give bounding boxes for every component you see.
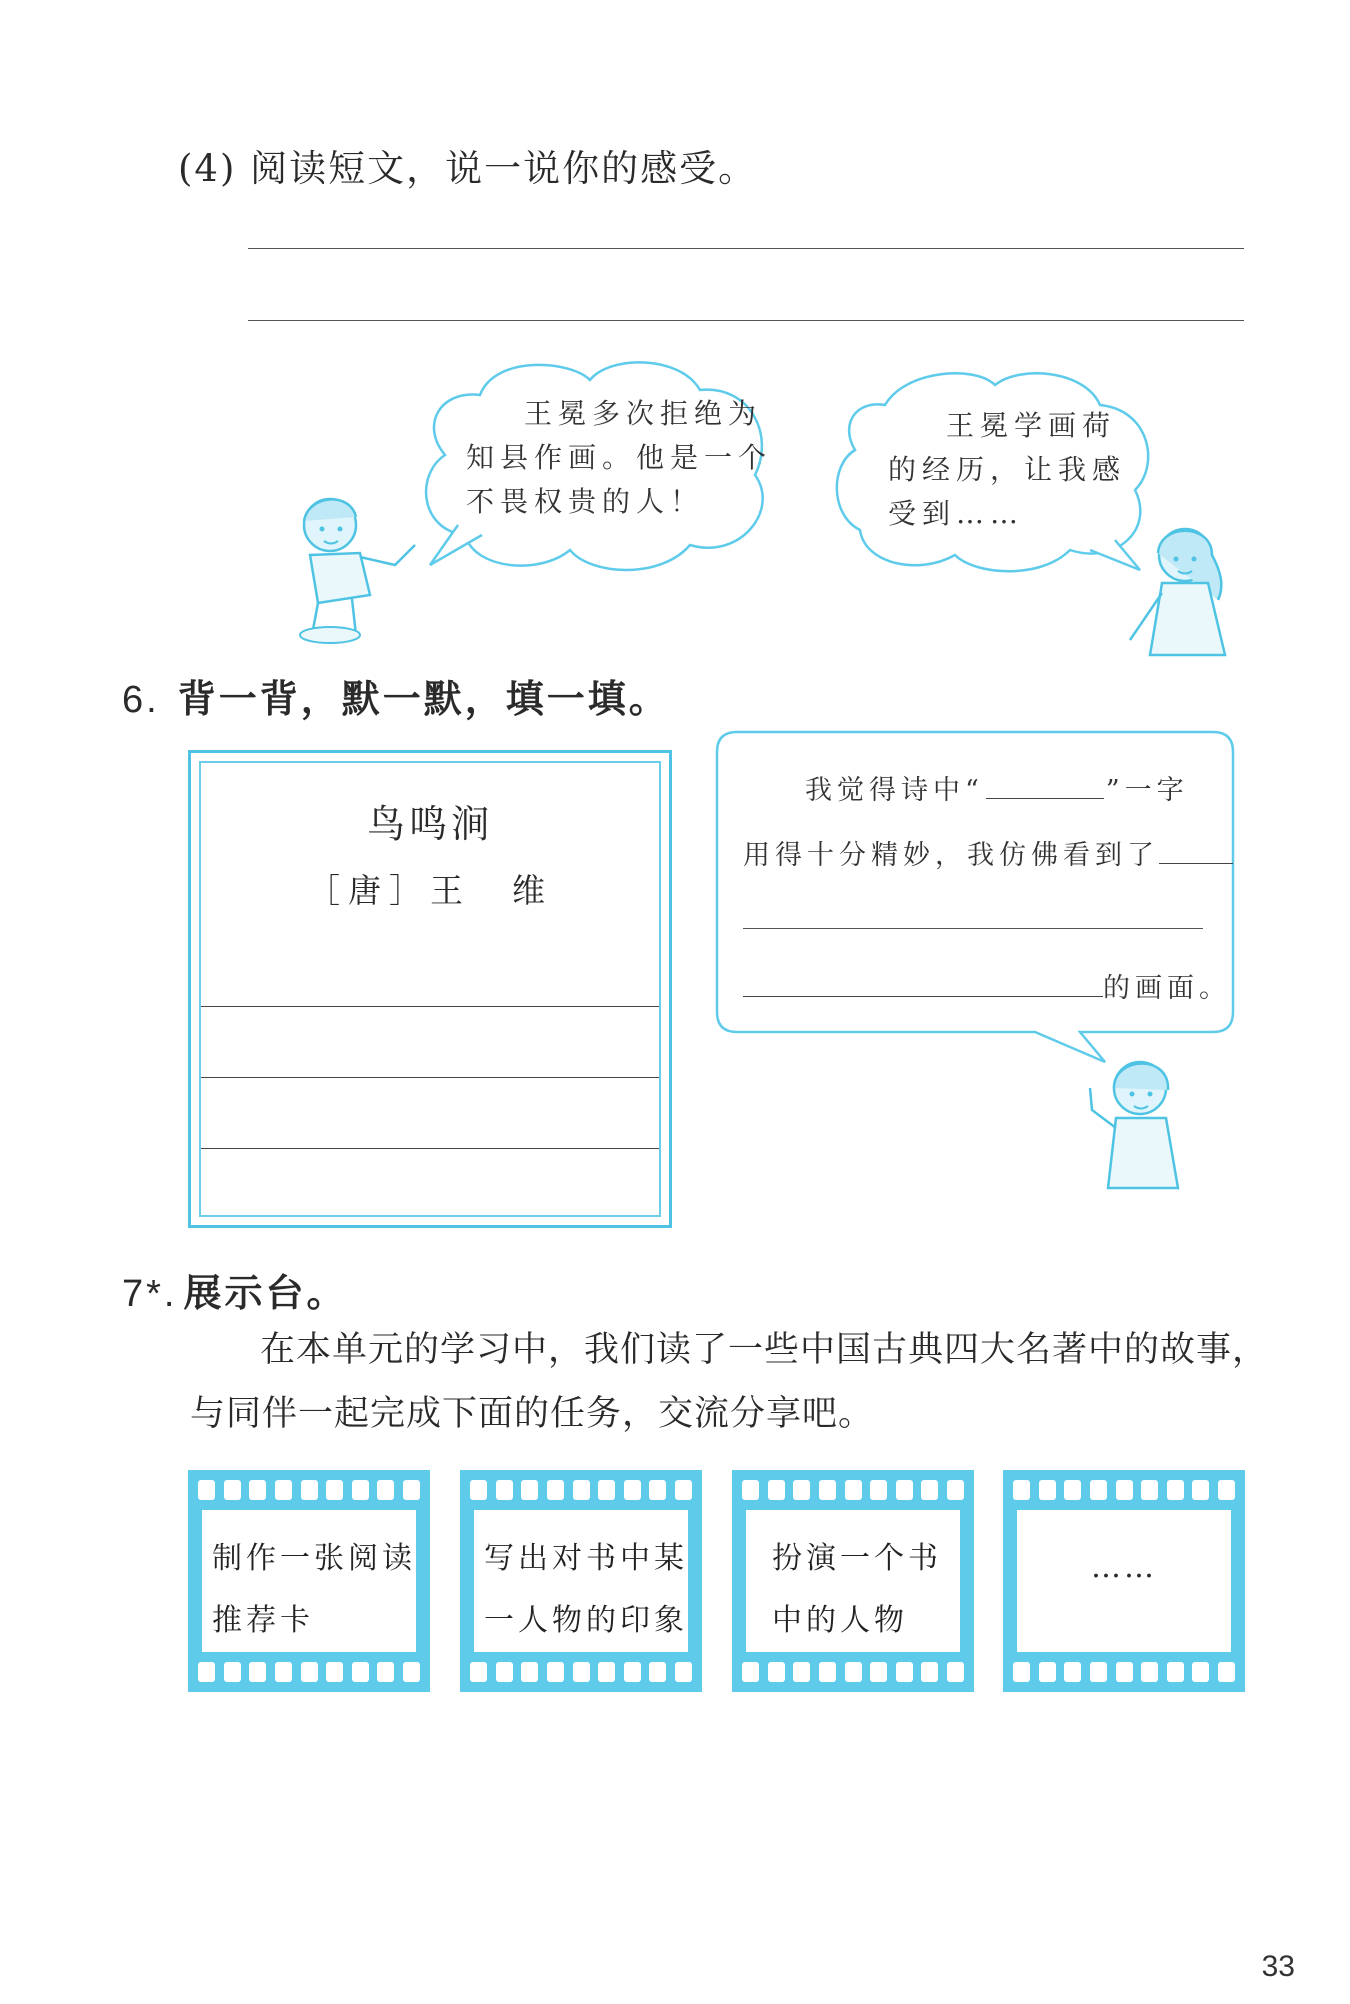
scene-answer-line[interactable] [743, 928, 1203, 929]
poem-answer-line[interactable] [201, 1148, 659, 1149]
task-card[interactable] [188, 1470, 430, 1692]
bubble-right-line: 受到…… [888, 497, 1025, 530]
speech-line-2 [743, 833, 1233, 872]
poem-answer-line[interactable] [201, 1077, 659, 1078]
task-card-frame [1017, 1510, 1231, 1652]
task-text: 写出对书中某 一人物的印象 [484, 1541, 688, 1638]
scene-blank[interactable] [743, 996, 1103, 997]
intro-paragraph [190, 1318, 1268, 1446]
task-ellipsis: …… [1091, 1550, 1157, 1585]
task-card[interactable] [732, 1470, 974, 1692]
poem-title: 鸟鸣涧 [366, 802, 493, 846]
boy-illustration [290, 485, 440, 645]
task-card-frame [474, 1510, 688, 1652]
section-6-title: 背一背，默一默，填一填。 [177, 676, 670, 721]
scene-blank[interactable] [1159, 863, 1233, 864]
bubble-right-line: 的经历，让我感 [888, 453, 1127, 486]
section-6-heading [122, 668, 670, 723]
bubble-left-line: 王冕多次拒绝为 [524, 397, 763, 430]
speech-line-1 [805, 768, 1189, 807]
task-text: 制作一张阅读 推荐卡 [212, 1541, 416, 1638]
intro-line: 在本单元的学习中，我们读了一些中国古典四大名著中的故事， [260, 1330, 1269, 1370]
girl-illustration [1120, 515, 1245, 675]
intro-line: 与同伴一起完成下面的任务，交流分享吧。 [190, 1394, 875, 1434]
girl-illustration-2 [1080, 1048, 1210, 1198]
section-7-number: 7*. [122, 1273, 178, 1315]
section-7-title: 展示台。 [183, 1270, 348, 1315]
bubble-right-line: 王冕学画荷 [946, 409, 1117, 442]
poem-answer-line[interactable] [201, 1006, 659, 1007]
speech-text: 的画面。 [1103, 973, 1231, 1004]
word-blank[interactable] [986, 798, 1104, 799]
page-number: 33 [1261, 1950, 1295, 1983]
task-text: 扮演一个书 中的人物 [772, 1541, 942, 1638]
section-6-number: 6. [122, 679, 160, 721]
bubble-left-text [466, 392, 772, 524]
question-4-title: (4) 阅读短文，说一说你的感受。 [178, 147, 758, 190]
speech-text: 我觉得诗中“ [805, 775, 984, 806]
speech-text: ”一字 [1105, 775, 1189, 806]
bubble-right-text [888, 404, 1126, 536]
task-card[interactable] [460, 1470, 702, 1692]
answer-line[interactable] [248, 320, 1244, 321]
task-card-frame [746, 1510, 960, 1652]
section-7-heading [122, 1262, 348, 1317]
speech-text: 用得十分精妙，我仿佛看到了 [743, 840, 1159, 871]
bubble-left-line: 不畏权贵的人！ [466, 485, 705, 518]
task-card[interactable] [1003, 1470, 1245, 1692]
poem-box [188, 750, 672, 1228]
answer-line[interactable] [248, 248, 1244, 249]
poem-author: ［唐］王 维 [307, 871, 553, 910]
speech-line-4 [743, 966, 1231, 1005]
task-card-frame [202, 1510, 416, 1652]
bubble-left-line: 知县作画。他是一个 [466, 441, 773, 474]
poem-box-inner [199, 761, 661, 1217]
